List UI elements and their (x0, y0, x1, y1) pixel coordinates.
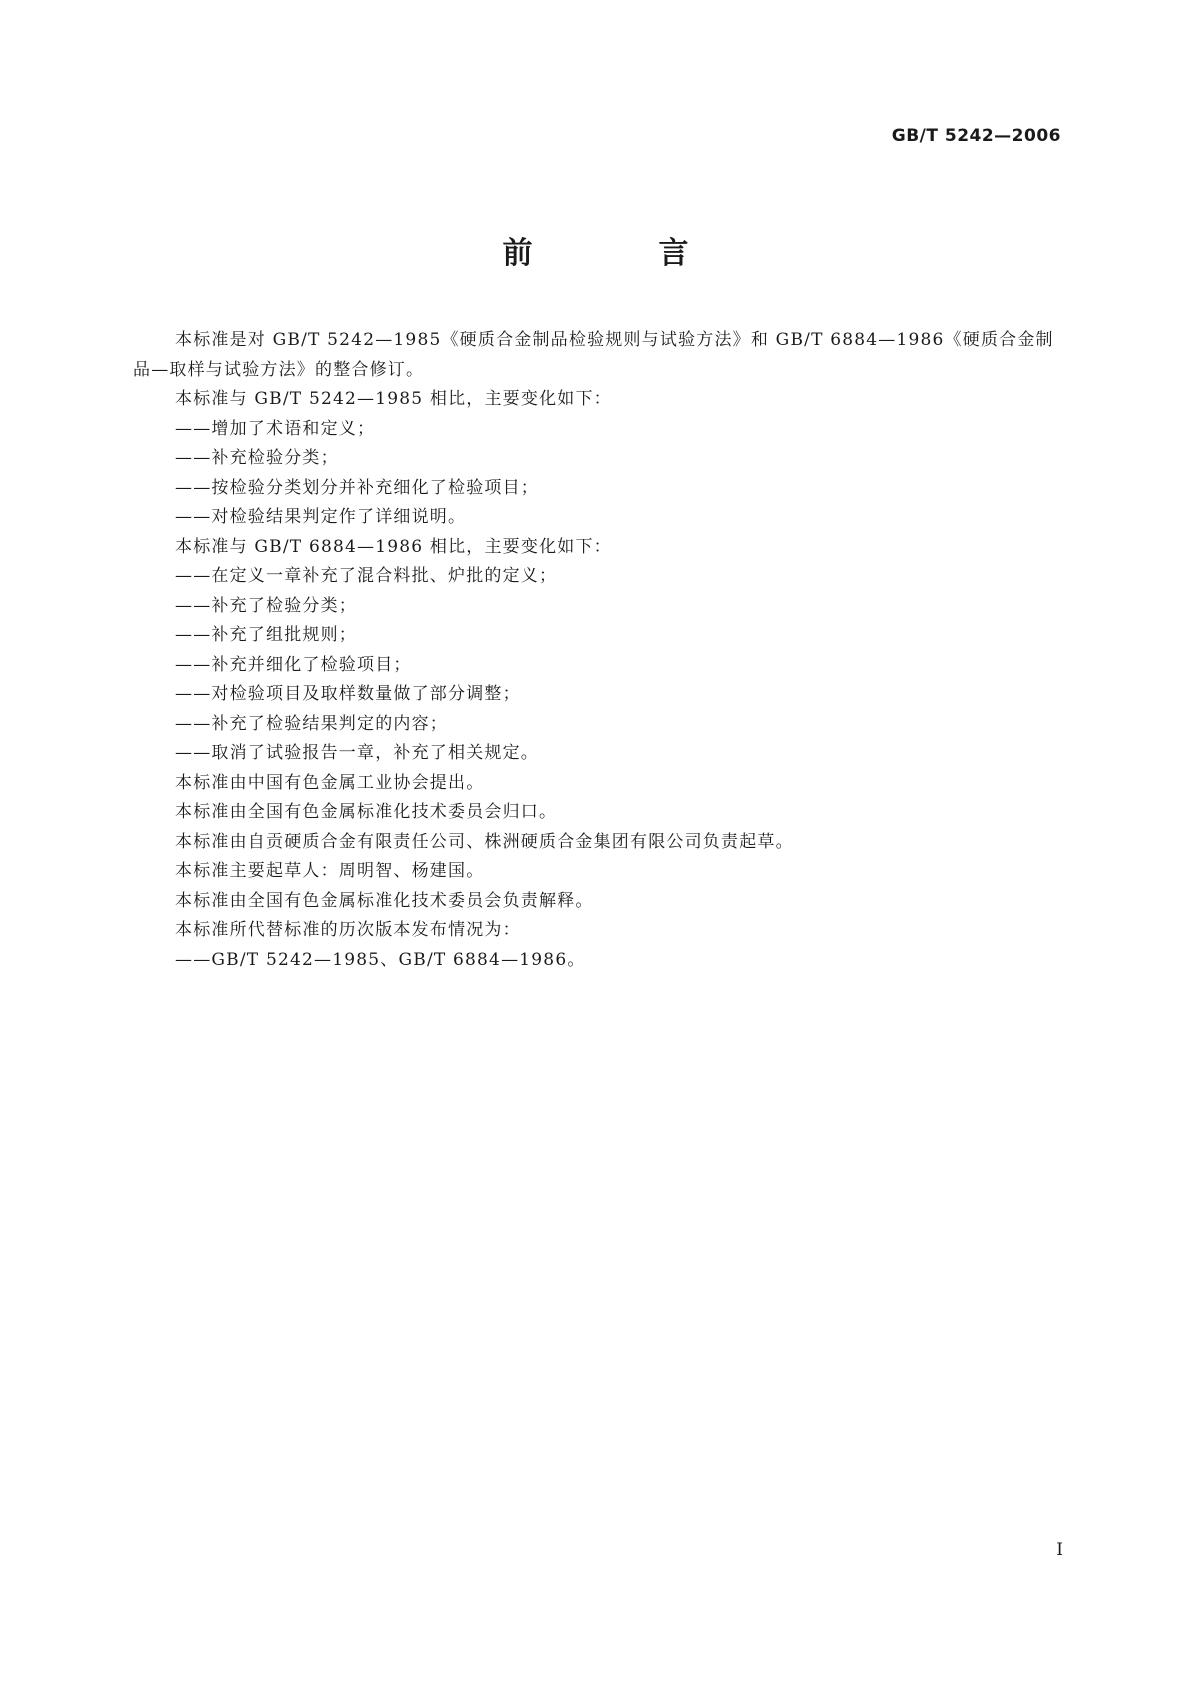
paragraph: 本标准由中国有色金属工业协会提出。 (175, 772, 485, 793)
paragraph: 本标准所代替标准的历次版本发布情况为： (175, 920, 521, 940)
list-item: ——补充并细化了检验项目； (175, 654, 412, 675)
list-item: ——对检验项目及取样数量做了部分调整； (175, 684, 521, 704)
paragraph: 本标准与 GB/T 5242—1985 相比，主要变化如下： (175, 389, 612, 409)
paragraph: 本标准主要起草人：周明智、杨建国。 (175, 861, 485, 881)
list-item: ——增加了术语和定义； (175, 418, 376, 439)
list-item: ——按检验分类划分并补充细化了检验项目； (175, 477, 539, 498)
list-item: ——对检验结果判定作了详细说明。 (175, 507, 467, 527)
paragraph: 本标准由自贡硬质合金有限责任公司、株洲硬质合金集团有限公司负责起草。 (175, 831, 794, 852)
preface-body (133, 326, 1063, 975)
list-item: ——GB/T 5242—1985、GB/T 6884—1986。 (175, 949, 586, 970)
standard-code: GB/T 5242—2006 (891, 126, 1061, 146)
paragraph: 本标准由全国有色金属标准化技术委员会负责解释。 (175, 890, 594, 911)
page-title: 前 言 (502, 236, 737, 271)
paragraph: 本标准是对 GB/T 5242—1985《硬质合金制品检验规则与试验方法》和 GB/T 6884—1986《硬质合金制品—取样与试验方法》的整合修订。 (133, 330, 1054, 380)
list-item: ——在定义一章补充了混合料批、炉批的定义； (175, 566, 558, 586)
paragraph: 本标准与 GB/T 6884—1986 相比，主要变化如下： (175, 536, 612, 557)
list-item: ——取消了试验报告一章，补充了相关规定。 (175, 743, 539, 763)
list-item: ——补充了组批规则； (175, 625, 357, 645)
paragraph: 本标准由全国有色金属标准化技术委员会归口。 (175, 802, 558, 822)
page-number: I (1056, 1540, 1063, 1560)
list-item: ——补充了检验结果判定的内容； (175, 713, 448, 734)
list-item: ——补充了检验分类； (175, 595, 357, 616)
list-item: ——补充检验分类； (175, 448, 339, 468)
